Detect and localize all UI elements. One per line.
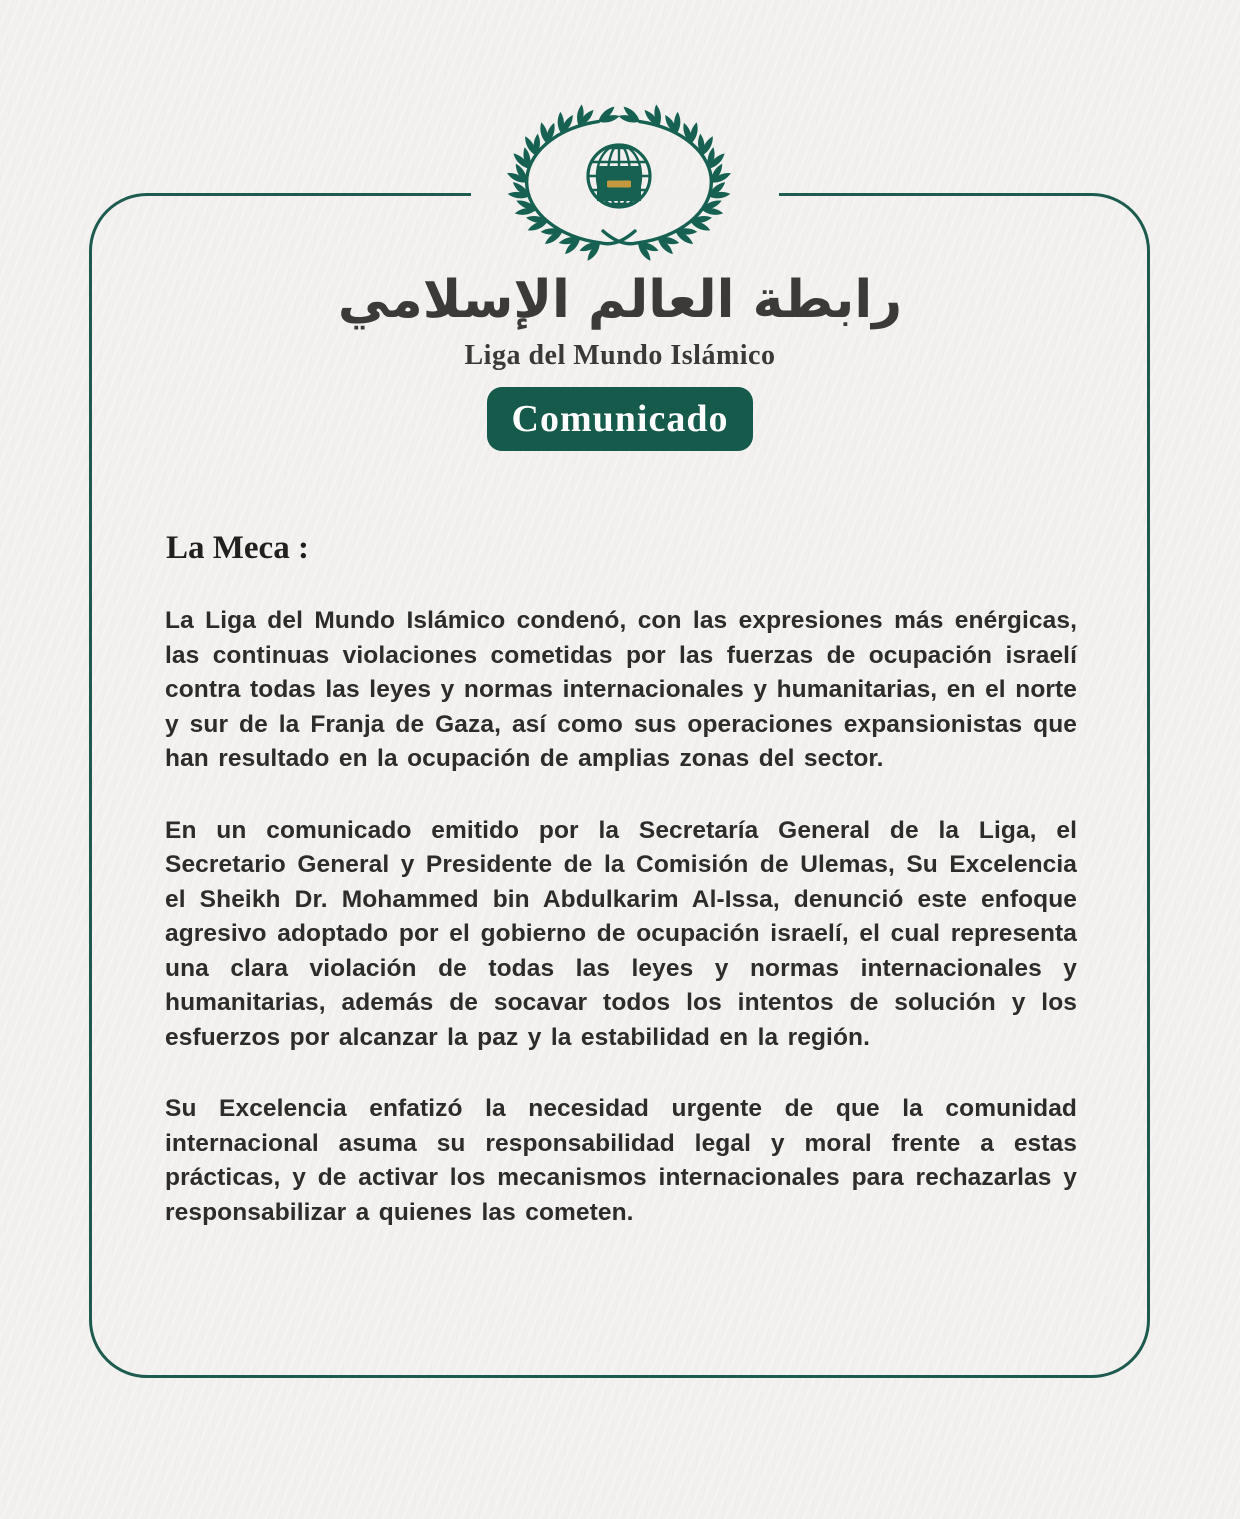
comunicado-badge	[487, 387, 753, 451]
paragraph-1: La Liga del Mundo Islámico condenó, con las expresiones más enérgicas, las continuas violaciones cometidas por las fuerzas de ocupación israelí contra todas las leyes y normas internacionales y humanitarias, en el norte y sur de la Franja de Gaza, así como sus operaciones expansionistas que han resultado en la ocupación de amplias zonas del sector.	[165, 607, 1077, 772]
kaaba-gold-band-icon	[607, 181, 631, 188]
paragraph-2: En un comunicado emitido por la Secretaría General de la Liga, el Secretario General y Presidente de la Comisión de Ulemas, Su Excelencia el Sheikh Dr. Mohammed bin Abdulkarim Al-Issa, denunció este enfoque agresivo adoptado por el gobierno de ocupación israelí, el cual representa una clara violación de todas las leyes y normas internacionales y humanitarias, además de socavar todos los intentos de solución y los esfuerzos por alcanzar la paz y la estabilidad en la región.	[165, 816, 1077, 1051]
paragraph-3: Su Excelencia enfatizó la necesidad urgente de que la comunidad internacional asuma su responsabilidad legal y moral frente a estas prácticas, y de activar los mecanismos internacionales para rechazarlas y responsabilizar a quienes las cometen.	[165, 1095, 1077, 1226]
organization-name: Liga del Mundo Islámico	[464, 340, 776, 371]
comunicado-badge-label: Comunicado	[511, 398, 729, 440]
arabic-calligraphy-title: رابطة العالم الإسلامي	[337, 270, 903, 330]
muslim-world-league-emblem-logo	[504, 110, 734, 256]
communique-body	[165, 604, 1077, 1267]
dateline: La Meca :	[166, 530, 309, 566]
